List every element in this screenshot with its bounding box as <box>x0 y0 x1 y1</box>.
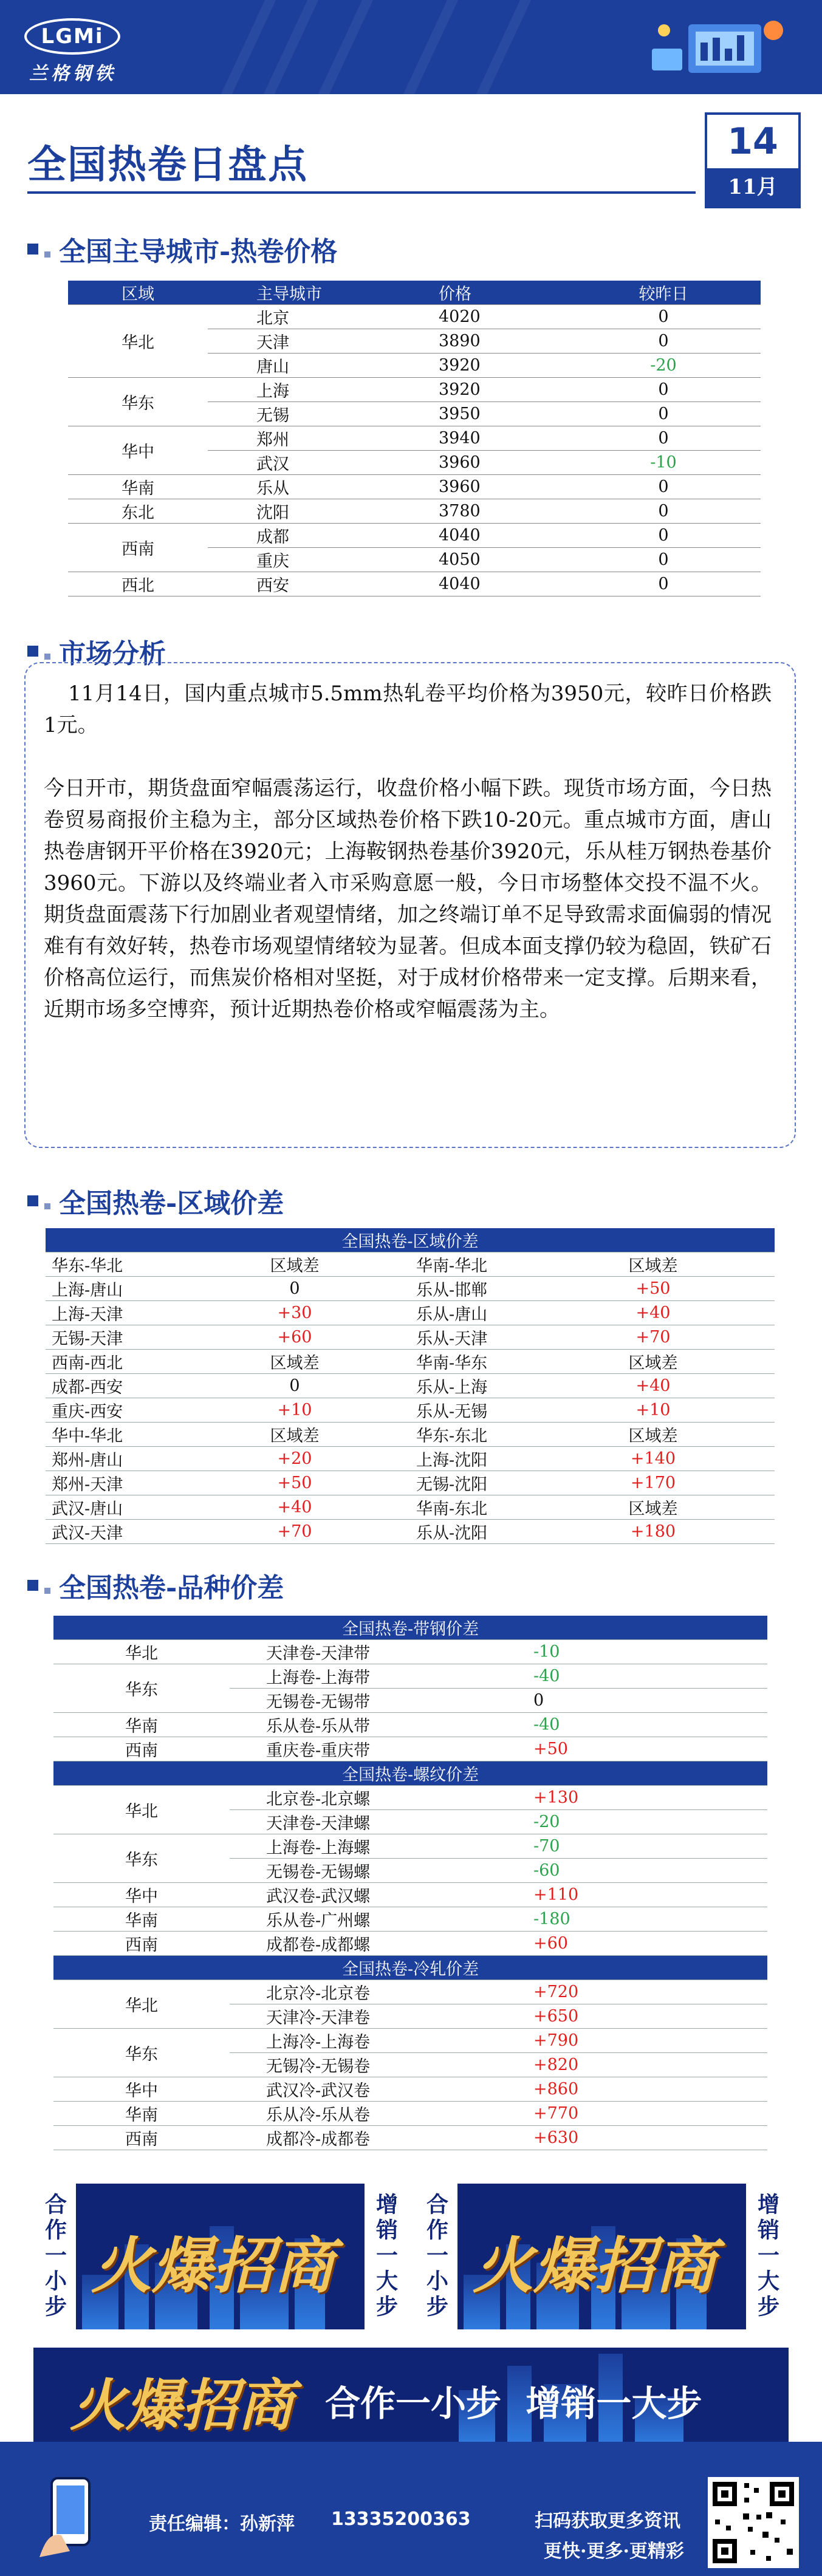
section-heading-region-spread: 全国热卷-区域价差 <box>27 1181 284 1220</box>
table-row <box>68 305 761 329</box>
pair-cell: 无锡冷-无锡卷 <box>230 2053 436 2077</box>
subtable-title: 全国热卷-螺纹价差 <box>53 1761 767 1786</box>
diff-cell: +50 <box>179 1471 410 1495</box>
pair-cell: 无锡-沈阳 <box>410 1471 532 1495</box>
region-cell: 华北 <box>53 1640 230 1664</box>
ad-banner-left[interactable] <box>33 2184 407 2329</box>
table-row <box>53 1907 767 1932</box>
phone-hand-icon <box>33 2472 106 2563</box>
diff-cell: +20 <box>179 1447 410 1471</box>
table-row <box>53 2077 767 2102</box>
subtable-title: 全国热卷-冷轧价差 <box>53 1956 767 1980</box>
pair-cell: 北京卷-北京螺 <box>230 1786 436 1810</box>
city-cell: 重庆 <box>208 548 384 572</box>
table-row <box>68 499 761 524</box>
bullet-icon <box>27 244 38 255</box>
change-cell: 0 <box>566 305 761 329</box>
bullet-icon <box>27 1195 38 1206</box>
ad-banner-wide[interactable] <box>33 2348 789 2445</box>
change-cell: 0 <box>566 426 761 451</box>
diff-cell: 区域差 <box>179 1423 410 1447</box>
editor-label: 责任编辑：孙新萍 <box>149 2513 295 2535</box>
variety-spread-table <box>53 1616 767 2150</box>
pair-cell: 天津冷-天津卷 <box>230 2004 436 2029</box>
city-cell: 上海 <box>208 378 384 402</box>
city-cell: 成都 <box>208 524 384 548</box>
table-row <box>46 1277 775 1301</box>
diff-cell: +650 <box>436 2004 767 2029</box>
diff-cell: +860 <box>436 2077 767 2102</box>
pair-cell: 上海卷-上海带 <box>230 1664 436 1689</box>
table-title: 全国热卷-区域价差 <box>46 1228 775 1252</box>
ad-side-left: 合作一小步 <box>33 2184 76 2329</box>
pair-cell: 华南-东北 <box>410 1495 532 1520</box>
pair-cell: 上海-唐山 <box>46 1277 179 1301</box>
subtable-title: 全国热卷-带钢价差 <box>53 1616 767 1640</box>
pair-cell: 武汉-唐山 <box>46 1495 179 1520</box>
diff-cell: -70 <box>436 1834 767 1859</box>
pair-cell: 华东-华北 <box>46 1252 179 1277</box>
pair-cell: 无锡卷-无锡螺 <box>230 1859 436 1883</box>
city-cell: 北京 <box>208 305 384 329</box>
diff-cell: +720 <box>436 1980 767 2004</box>
table-row <box>53 1883 767 1907</box>
table-row <box>53 2029 767 2053</box>
col-header: 价格 <box>384 281 566 305</box>
pair-cell: 华南-华东 <box>410 1350 532 1374</box>
pair-cell: 乐从-唐山 <box>410 1301 532 1325</box>
region-cell: 华东 <box>53 1834 230 1883</box>
diff-cell: -10 <box>436 1640 767 1664</box>
diff-cell: 区域差 <box>532 1350 775 1374</box>
diff-cell: +30 <box>179 1301 410 1325</box>
ad-side-left: 合作一小步 <box>415 2184 457 2329</box>
pair-cell: 武汉冷-武汉卷 <box>230 2077 436 2102</box>
analysis-box <box>24 662 796 1148</box>
region-cell: 东北 <box>68 499 208 524</box>
diff-cell: 0 <box>179 1277 410 1301</box>
change-cell: 0 <box>566 572 761 596</box>
pair-cell: 乐从-上海 <box>410 1374 532 1398</box>
table-row <box>53 1834 767 1859</box>
table-row <box>53 1640 767 1664</box>
section-heading-analysis: 市场分析 <box>27 632 166 671</box>
title-divider <box>27 191 696 194</box>
ad-banner-right[interactable] <box>415 2184 789 2329</box>
bullet-icon <box>27 646 38 657</box>
change-cell: 0 <box>566 548 761 572</box>
table-row <box>68 378 761 402</box>
table-row <box>46 1423 775 1447</box>
price-cell: 4020 <box>384 305 566 329</box>
price-cell: 3890 <box>384 329 566 354</box>
pair-cell: 天津卷-天津螺 <box>230 1810 436 1834</box>
region-cell: 华北 <box>68 305 208 378</box>
diff-cell: 区域差 <box>179 1350 410 1374</box>
analysis-paragraph-2: 今日开市，期货盘面窄幅震荡运行，收盘价格小幅下跌。现货市场方面，今日热卷贸易商报价主稳为主，部分区域热卷价格下跌10-20元。重点城市方面，唐山热卷唐钢开平价格在3920元；上海鞍钢热卷基价3920元，乐从桂万钢热卷基价3960元。下游以及终端业者入市采购意愿一般，今日市场整体交投不温不火。期货盘面震荡下行加剧业者观望情绪，加之终端订单不足导致需求面偏弱的情况难有有效好转，热卷市场观望情绪较为显著。但成本面支撑仍较为稳固，铁矿石价格高位运行，而焦炭价格相对坚挺，对于成材价格带来一定支撑。后期来看，近期市场多空博弈，预计近期热卷价格或窄幅震荡为主。 <box>44 776 772 1022</box>
pair-cell: 武汉卷-武汉螺 <box>230 1883 436 1907</box>
region-cell: 华南 <box>53 1907 230 1932</box>
table-row <box>53 2126 767 2150</box>
qr-caption-1: 扫码获取更多资讯 <box>535 2510 680 2532</box>
city-cell: 天津 <box>208 329 384 354</box>
region-cell: 华中 <box>53 2077 230 2102</box>
col-header: 区域 <box>68 281 208 305</box>
diff-cell: +10 <box>532 1398 775 1423</box>
price-cell: 3920 <box>384 354 566 378</box>
region-cell: 华北 <box>53 1786 230 1834</box>
diff-cell: +110 <box>436 1883 767 1907</box>
table-row <box>68 572 761 596</box>
pair-cell: 重庆-西安 <box>46 1398 179 1423</box>
table-row <box>53 1980 767 2004</box>
region-cell: 华中 <box>68 426 208 475</box>
ad-headline: 火爆招商 <box>91 2230 334 2301</box>
diff-cell: +630 <box>436 2126 767 2150</box>
city-cell: 沈阳 <box>208 499 384 524</box>
diff-cell: -40 <box>436 1664 767 1689</box>
price-cell: 3780 <box>384 499 566 524</box>
diff-cell: 区域差 <box>179 1252 410 1277</box>
region-cell: 西南 <box>68 524 208 572</box>
pair-cell: 乐从-天津 <box>410 1325 532 1350</box>
diff-cell: +170 <box>532 1471 775 1495</box>
date-month: 11月 <box>707 168 798 206</box>
ad-headline: 火爆招商 <box>70 2373 294 2438</box>
change-cell: 0 <box>566 524 761 548</box>
ad-side-right: 增销一大步 <box>746 2184 789 2329</box>
header-illustration <box>615 6 798 91</box>
diff-cell: +790 <box>436 2029 767 2053</box>
pair-cell: 上海-天津 <box>46 1301 179 1325</box>
table-row <box>46 1374 775 1398</box>
diff-cell: 区域差 <box>532 1252 775 1277</box>
table-row <box>53 1737 767 1761</box>
section-heading-variety-spread: 全国热卷-品种价差 <box>27 1566 284 1605</box>
analysis-paragraph-1: 11月14日，国内重点城市5.5mm热轧卷平均价格为3950元，较昨日价格跌1元。 <box>44 682 772 737</box>
change-cell: 0 <box>566 402 761 426</box>
region-cell: 华东 <box>68 378 208 426</box>
table-row <box>46 1495 775 1520</box>
pair-cell: 上海冷-上海卷 <box>230 2029 436 2053</box>
table-row <box>68 426 761 451</box>
table-row <box>46 1252 775 1277</box>
table-row <box>46 1350 775 1374</box>
pair-cell: 无锡-天津 <box>46 1325 179 1350</box>
table-row <box>68 475 761 499</box>
pair-cell: 乐从-邯郸 <box>410 1277 532 1301</box>
diff-cell: +180 <box>532 1520 775 1544</box>
price-cell: 4040 <box>384 572 566 596</box>
subtable-header-row <box>53 1761 767 1786</box>
subtable-header-row <box>53 1616 767 1640</box>
diff-cell: +70 <box>532 1325 775 1350</box>
pair-cell: 上海卷-上海螺 <box>230 1834 436 1859</box>
pair-cell: 无锡卷-无锡带 <box>230 1689 436 1713</box>
diff-cell: +140 <box>532 1447 775 1471</box>
region-cell: 华南 <box>53 1713 230 1737</box>
date-badge <box>705 112 801 208</box>
table-row <box>53 1786 767 1810</box>
qr-code[interactable] <box>708 2477 799 2568</box>
region-cell: 华中 <box>53 1883 230 1907</box>
ad-headline: 火爆招商 <box>473 2230 716 2301</box>
col-header: 较昨日 <box>566 281 761 305</box>
price-cell: 3920 <box>384 378 566 402</box>
diff-cell: 区域差 <box>532 1423 775 1447</box>
bullet-icon <box>27 1580 38 1591</box>
city-cell: 乐从 <box>208 475 384 499</box>
pair-cell: 乐从卷-广州螺 <box>230 1907 436 1932</box>
pair-cell: 乐从卷-乐从带 <box>230 1713 436 1737</box>
diff-cell: -180 <box>436 1907 767 1932</box>
col-header: 主导城市 <box>208 281 384 305</box>
pair-cell: 天津卷-天津带 <box>230 1640 436 1664</box>
city-cell: 唐山 <box>208 354 384 378</box>
pair-cell: 武汉-天津 <box>46 1520 179 1544</box>
diff-cell: +130 <box>436 1786 767 1810</box>
table-row <box>46 1325 775 1350</box>
city-cell: 武汉 <box>208 451 384 475</box>
city-cell: 无锡 <box>208 402 384 426</box>
table-row <box>46 1398 775 1423</box>
region-spread-table <box>46 1228 775 1544</box>
pair-cell: 华南-华北 <box>410 1252 532 1277</box>
page-title: 全国热卷日盘点 <box>27 142 308 188</box>
table-row <box>46 1301 775 1325</box>
region-cell: 华东 <box>53 2029 230 2077</box>
diff-cell: +10 <box>179 1398 410 1423</box>
editor-phone: 13335200363 <box>331 2509 471 2530</box>
brand-logo <box>24 18 122 84</box>
subtable-header-row <box>53 1956 767 1980</box>
price-cell: 3940 <box>384 426 566 451</box>
diff-cell: +60 <box>436 1932 767 1956</box>
region-cell: 西南 <box>53 1932 230 1956</box>
table-row <box>53 1664 767 1689</box>
diff-cell: +40 <box>532 1374 775 1398</box>
section-heading-prices: 全国主导城市-热卷价格 <box>27 230 337 268</box>
diff-cell: 0 <box>436 1689 767 1713</box>
logo-mark: LGMi <box>24 18 120 55</box>
change-cell: -10 <box>566 451 761 475</box>
logo-chinese-name: 兰格钢铁 <box>29 63 117 84</box>
price-cell: 4040 <box>384 524 566 548</box>
price-cell: 3960 <box>384 451 566 475</box>
table-row <box>53 1932 767 1956</box>
diff-cell: 区域差 <box>532 1495 775 1520</box>
table-row <box>53 1713 767 1737</box>
ad-side-right: 增销一大步 <box>365 2184 407 2329</box>
table-row <box>46 1471 775 1495</box>
diff-cell: +70 <box>179 1520 410 1544</box>
diff-cell: +40 <box>532 1301 775 1325</box>
change-cell: 0 <box>566 499 761 524</box>
pair-cell: 成都-西安 <box>46 1374 179 1398</box>
region-cell: 华南 <box>68 475 208 499</box>
region-cell: 华东 <box>53 1664 230 1713</box>
diff-cell: +50 <box>436 1737 767 1761</box>
region-cell: 西南 <box>53 1737 230 1761</box>
qr-caption-2: 更快·更多·更精彩 <box>544 2541 684 2562</box>
pair-cell: 华东-东北 <box>410 1423 532 1447</box>
change-cell: 0 <box>566 378 761 402</box>
pair-cell: 乐从-无锡 <box>410 1398 532 1423</box>
city-cell: 西安 <box>208 572 384 596</box>
price-cell: 3960 <box>384 475 566 499</box>
diff-cell: -60 <box>436 1859 767 1883</box>
pair-cell: 重庆卷-重庆带 <box>230 1737 436 1761</box>
table-row <box>68 524 761 548</box>
diff-cell: +40 <box>179 1495 410 1520</box>
pair-cell: 郑州-天津 <box>46 1471 179 1495</box>
pair-cell: 成都卷-成都螺 <box>230 1932 436 1956</box>
region-cell: 西北 <box>68 572 208 596</box>
diff-cell: +820 <box>436 2053 767 2077</box>
pair-cell: 北京冷-北京卷 <box>230 1980 436 2004</box>
table-row <box>46 1447 775 1471</box>
pair-cell: 乐从-沈阳 <box>410 1520 532 1544</box>
date-day: 14 <box>727 120 778 163</box>
pair-cell: 华中-华北 <box>46 1423 179 1447</box>
change-cell: -20 <box>566 354 761 378</box>
diff-cell: +50 <box>532 1277 775 1301</box>
price-cell: 3950 <box>384 402 566 426</box>
ad-slogan: 合作一小步 增销一大步 <box>325 2383 702 2424</box>
pair-cell: 乐从冷-乐从卷 <box>230 2102 436 2126</box>
price-table <box>68 281 761 596</box>
pair-cell: 西南-西北 <box>46 1350 179 1374</box>
table-row <box>46 1520 775 1544</box>
diff-cell: +770 <box>436 2102 767 2126</box>
city-cell: 郑州 <box>208 426 384 451</box>
price-cell: 4050 <box>384 548 566 572</box>
diff-cell: 0 <box>179 1374 410 1398</box>
change-cell: 0 <box>566 475 761 499</box>
change-cell: 0 <box>566 329 761 354</box>
pair-cell: 郑州-唐山 <box>46 1447 179 1471</box>
diff-cell: -20 <box>436 1810 767 1834</box>
diff-cell: -40 <box>436 1713 767 1737</box>
diff-cell: +60 <box>179 1325 410 1350</box>
pair-cell: 上海-沈阳 <box>410 1447 532 1471</box>
table-row <box>53 2102 767 2126</box>
region-cell: 华南 <box>53 2102 230 2126</box>
region-cell: 西南 <box>53 2126 230 2150</box>
pair-cell: 成都冷-成都卷 <box>230 2126 436 2150</box>
region-cell: 华北 <box>53 1980 230 2029</box>
